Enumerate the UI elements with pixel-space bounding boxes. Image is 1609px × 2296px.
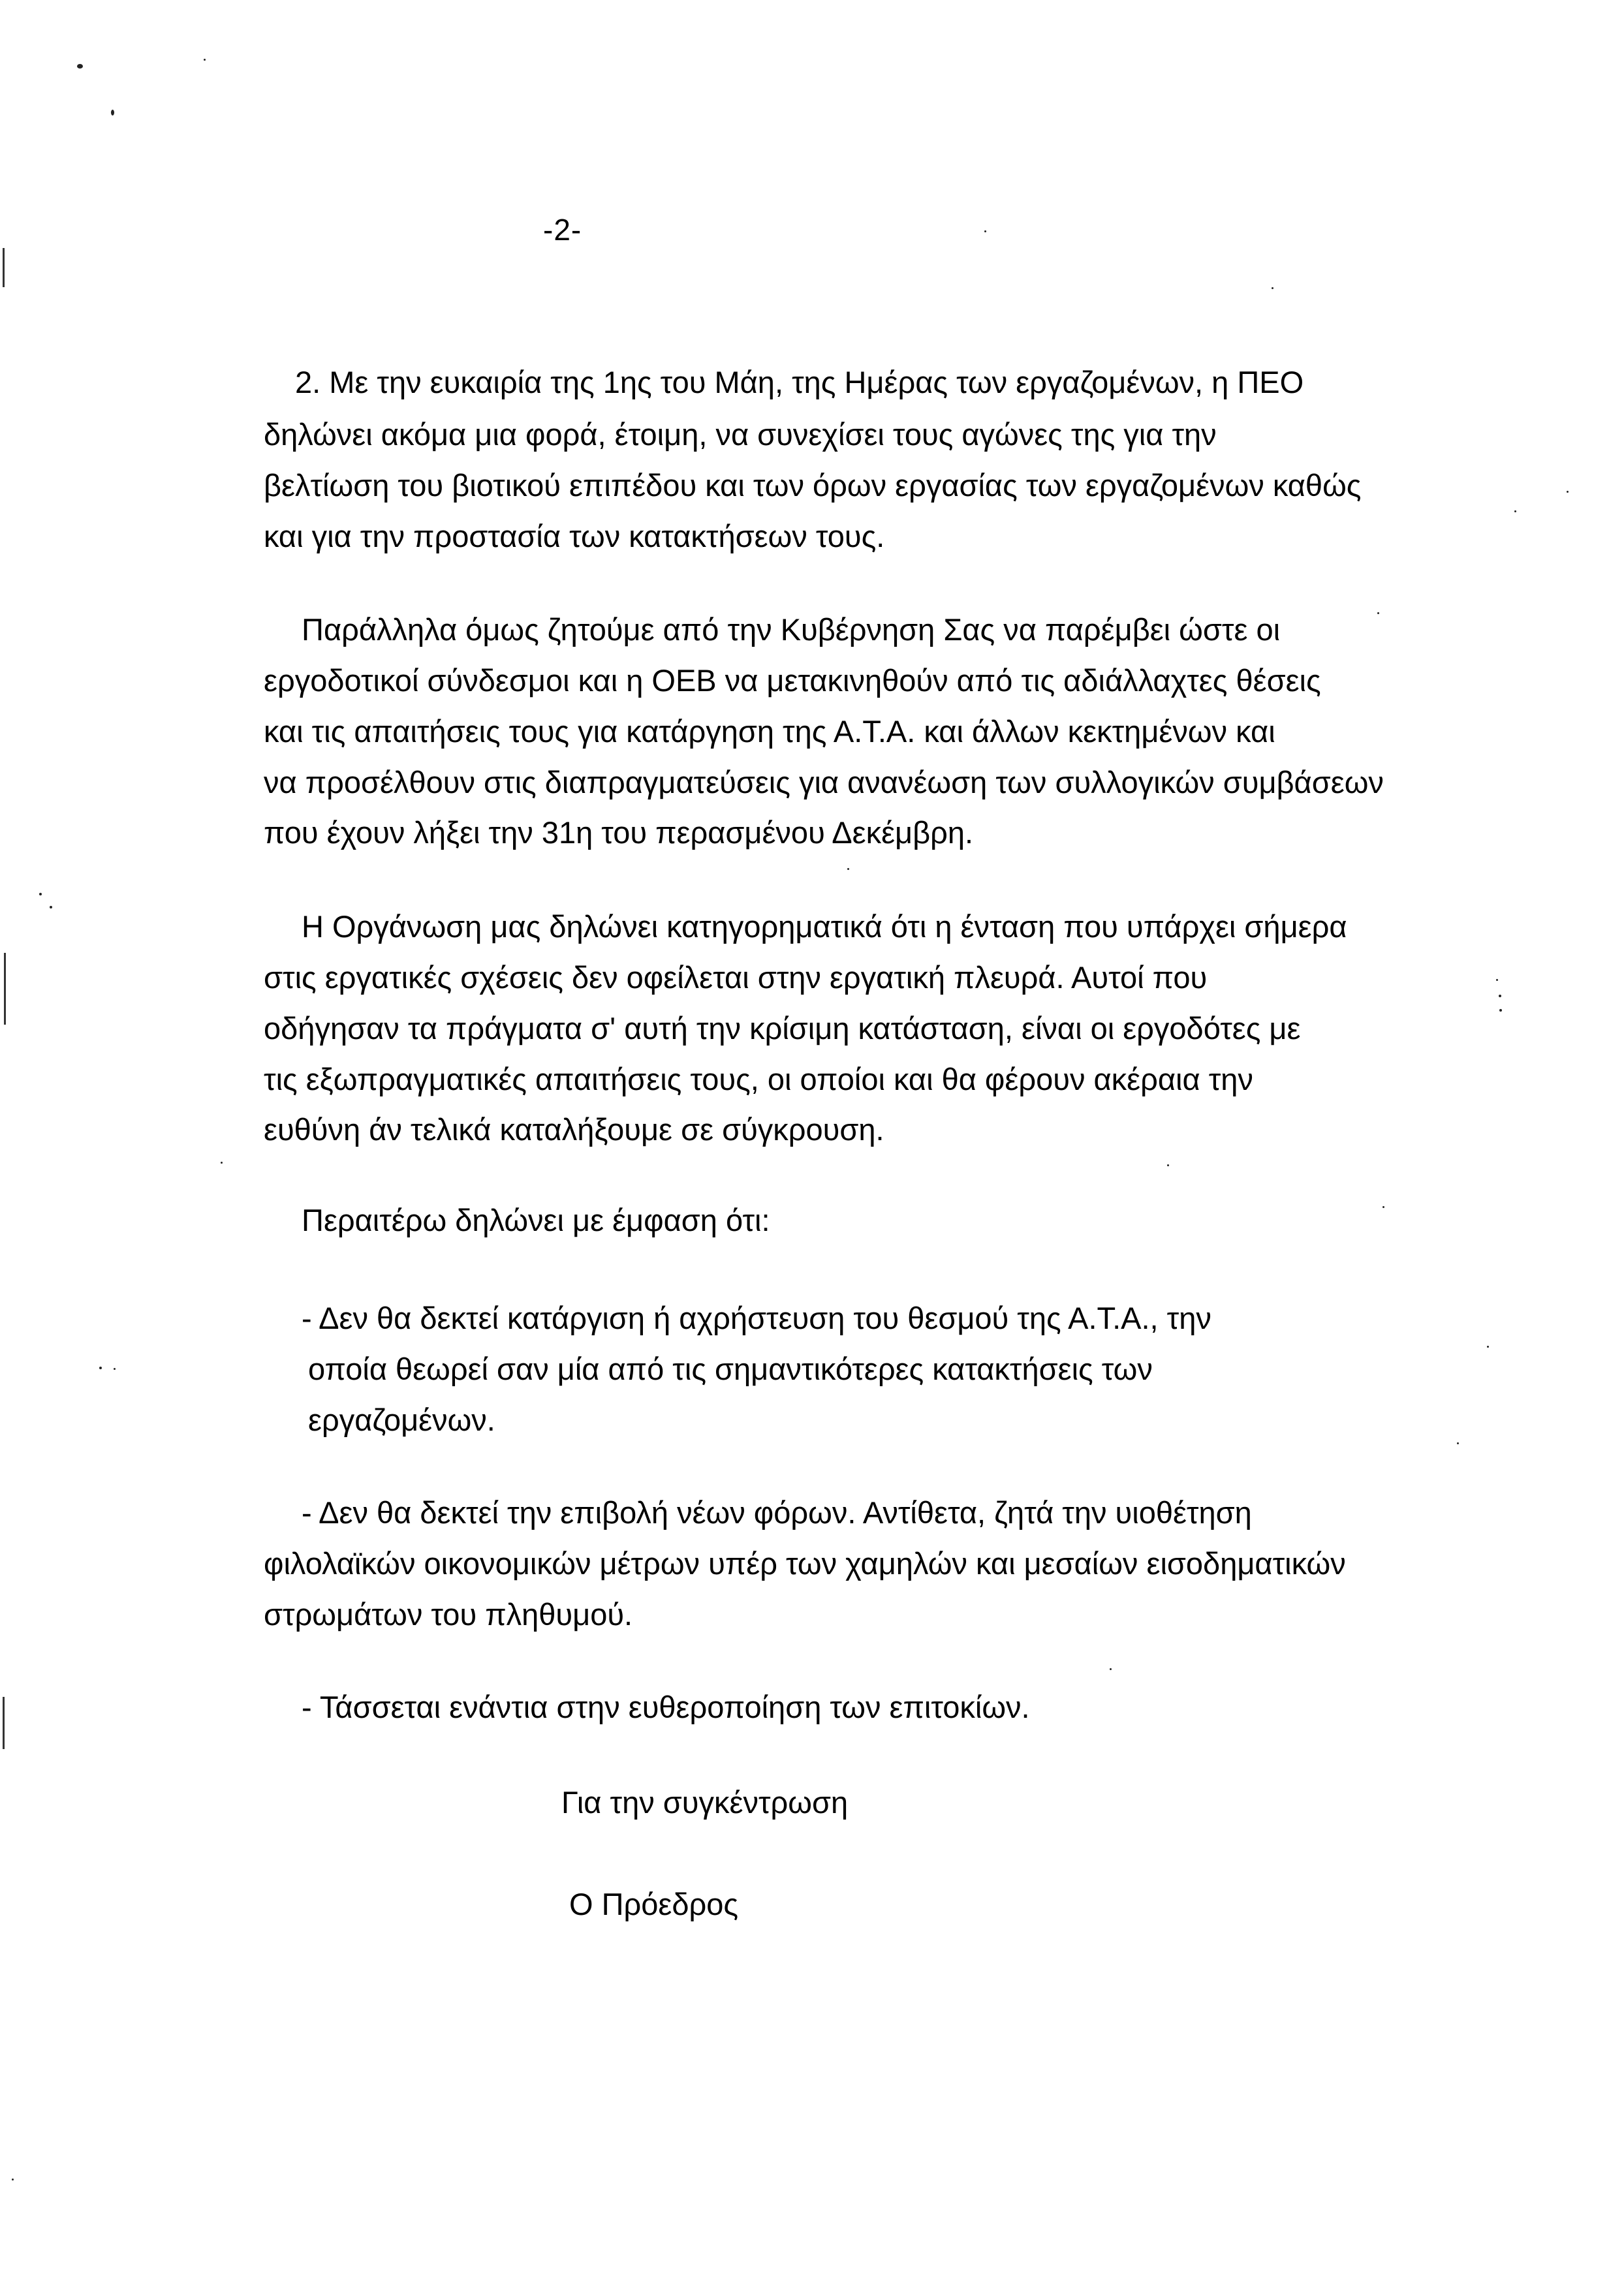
scan-speck [1167, 1164, 1169, 1166]
scan-speck [1567, 491, 1569, 493]
paragraph-3-line-4: τις εξωπραγματικές απαιτήσεις τους, οι οποίοι και θα φέρουν ακέραια την [264, 1062, 1253, 1096]
paragraph-3-line-1: Η Οργάνωση μας δηλώνει κατηγορηματικά ότι η ένταση που υπάρχει σήμερα [302, 909, 1347, 944]
scan-edge-mark [3, 1697, 5, 1749]
scan-edge-mark [4, 953, 6, 1025]
closing-line: Για την συγκέντρωση [561, 1785, 849, 1820]
paragraph-2-line-2: εργοδοτικοί σύνδεσμοι και η ΟΕΒ να μετακινηθούν από τις αδιάλλαχτες θέσεις [264, 663, 1321, 698]
paragraph-3-line-2: στις εργατικές σχέσεις δεν οφείλεται στην εργατική πλευρά. Αυτοί που [264, 960, 1208, 995]
scan-speck [1272, 287, 1273, 289]
paragraph-1-line-1: 2. Με την ευκαιρία της 1ης του Μάη, της Ημέρας των εργαζομένων, η ΠΕΟ [295, 365, 1304, 399]
bullet-1-line-3: εργαζομένων. [308, 1403, 495, 1437]
scan-speck [77, 64, 83, 69]
scan-speck [204, 59, 206, 61]
paragraph-4-line-1: Περαιτέρω δηλώνει με έμφαση ότι: [302, 1203, 770, 1237]
scan-speck [1499, 1009, 1502, 1012]
scan-speck [1382, 1206, 1384, 1208]
scan-speck [111, 110, 114, 116]
paragraph-2-line-4: να προσέλθουν στις διαπραγματεύσεις για ανανέωση των συλλογικών συμβάσεων [264, 765, 1384, 799]
scan-speck [12, 2179, 14, 2180]
scan-speck [39, 893, 42, 895]
scan-speck [1514, 510, 1516, 512]
bullet-3-line-1: - Τάσσεται ενάντια στην ευθεροποίηση των επιτοκίων. [302, 1690, 1030, 1724]
page-number: -2- [543, 213, 582, 247]
scan-speck [1499, 995, 1501, 997]
scan-speck [50, 906, 52, 908]
scan-speck [114, 1368, 116, 1370]
scan-speck [1110, 1668, 1112, 1670]
bullet-1-line-1: - Δεν θα δεκτεί κατάργιση ή αχρήστευση του θεσμού της Α.Τ.Α., την [302, 1301, 1211, 1335]
scan-speck [1496, 979, 1498, 981]
bullet-2-line-1: - Δεν θα δεκτεί την επιβολή νέων φόρων. Αντίθετα, ζητά την υιοθέτηση [302, 1495, 1252, 1530]
paragraph-1-line-4: και για την προστασία των κατακτήσεων τους. [264, 519, 885, 553]
paragraph-2-line-5: που έχουν λήξει την 31η του περασμένου Δεκέμβρη. [264, 815, 974, 850]
bullet-2-line-3: στρωμάτων του πληθυμού. [264, 1597, 633, 1632]
paragraph-2-line-3: και τις απαιτήσεις τους για κατάργηση της Α.Τ.Α. και άλλων κεκτημένων και [264, 714, 1275, 749]
paragraph-1-line-3: βελτίωση του βιοτικού επιπέδου και των όρων εργασίας των εργαζομένων καθώς [264, 468, 1362, 503]
scan-speck [1377, 612, 1379, 614]
scan-speck [1487, 1346, 1489, 1348]
scan-speck [984, 230, 986, 232]
signature-line: Ο Πρόεδρος [569, 1887, 739, 1921]
paragraph-3-line-5: ευθύνη άν τελικά καταλήξουμε σε σύγκρουση. [264, 1112, 884, 1147]
bullet-2-line-2: φιλολαϊκών οικονομικών μέτρων υπέρ των χαμηλών και μεσαίων εισοδηματικών [264, 1546, 1346, 1581]
scan-speck [99, 1367, 102, 1369]
scan-speck [1457, 1442, 1459, 1444]
bullet-1-line-2: οποία θεωρεί σαν μία από τις σημαντικότερες κατακτήσεις των [308, 1352, 1153, 1386]
scan-speck [221, 1162, 223, 1164]
paragraph-1-line-2: δηλώνει ακόμα μια φορά, έτοιμη, να συνεχίσει τους αγώνες της για την [264, 417, 1217, 452]
paragraph-3-line-3: οδήγησαν τα πράγματα σ' αυτή την κρίσιμη κατάσταση, είναι οι εργοδότες με [264, 1011, 1301, 1046]
scan-speck [847, 868, 849, 870]
scan-edge-mark [3, 248, 5, 287]
paragraph-2-line-1: Παράλληλα όμως ζητούμε από την Κυβέρνηση Σας να παρέμβει ώστε οι [302, 612, 1281, 647]
